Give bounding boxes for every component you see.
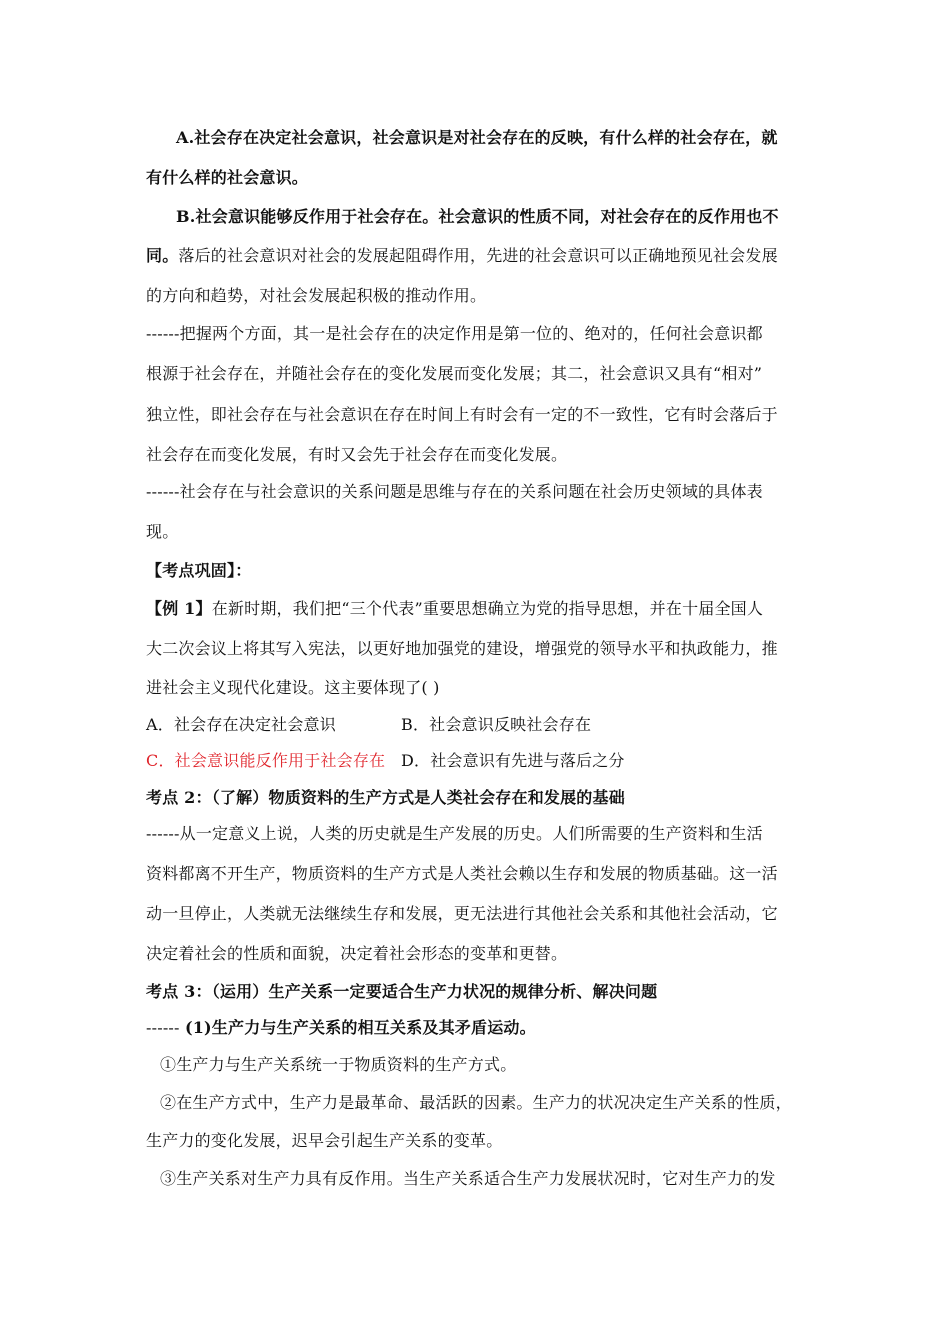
example1-line-1 <box>146 599 816 619</box>
option-c-answer: C．社会意识能反作用于社会存在 <box>146 751 386 770</box>
note1-line-3: 独立性，即社会存在与社会意识在存在时间上有时会有一定的不一致性，它有时会落后于 <box>146 405 778 424</box>
point3-item-3-line-1: ③生产关系对生产力具有反作用。当生产关系适合生产力发展状况时，它对生产力的发 <box>160 1169 776 1188</box>
options-row-1 <box>146 715 816 735</box>
option-b: B．社会意识反映社会存在 <box>401 715 592 734</box>
section-b-line-3: 的方向和趋势，对社会发展起积极的推动作用。 <box>146 286 487 305</box>
option-a: A．社会存在决定社会意识 <box>146 715 336 734</box>
options-row-2 <box>146 751 816 771</box>
note1-line-4: 社会存在而变化发展，有时又会先于社会存在而变化发展。 <box>146 445 568 464</box>
point2-line-3: 动一旦停止，人类就无法继续生存和发展，更无法进行其他社会关系和其他社会活动，它 <box>146 904 778 923</box>
example1-line-2: 大二次会议上将其写入宪法，以更好地加强党的建设，增强党的领导水平和执政能力，推 <box>146 639 778 658</box>
consolidation-heading: 【考点巩固】： <box>146 561 252 580</box>
point3-item-2-line-1: ②在生产方式中，生产力是最革命、最活跃的因素。生产力的状况决定生产关系的性质， <box>160 1093 792 1112</box>
point3-sub-dash: ------ <box>146 1018 180 1037</box>
note2-line-2: 现。 <box>146 522 179 541</box>
point3-subheading-line <box>146 1018 816 1038</box>
point2-heading: 考点 2：（了解）物质资料的生产方式是人类社会存在和发展的基础 <box>146 788 625 807</box>
note1-line-2: 根源于社会存在，并随社会存在的变化发展而变化发展；其二，社会意识又具有“相对” <box>146 364 763 383</box>
note1-line-1: ------把握两个方面，其一是社会存在的决定作用是第一位的、绝对的，任何社会意识都 <box>146 324 763 343</box>
example1-line-1-text: 在新时期，我们把“三个代表”重要思想确立为党的指导思想，并在十届全国人 <box>211 599 764 618</box>
point3-item-1: ①生产力与生产关系统一于物质资料的生产方式。 <box>160 1055 517 1074</box>
section-b-line-2-bold: 同。 <box>146 246 179 265</box>
section-b-line-1: B.社会意识能够反作用于社会存在。社会意识的性质不同，对社会存在的反作用也不 <box>176 207 779 226</box>
example1-tag: 【例 1】 <box>146 599 212 618</box>
point2-line-2: 资料都离不开生产，物质资料的生产方式是人类社会赖以生存和发展的物质基础。这一活 <box>146 864 778 883</box>
point2-line-1: ------从一定意义上说，人类的历史就是生产发展的历史。人们所需要的生产资料和生活 <box>146 824 763 843</box>
option-d: D．社会意识有先进与落后之分 <box>401 751 625 770</box>
point2-line-4: 决定着社会的性质和面貌，决定着社会形态的变革和更替。 <box>146 944 568 963</box>
section-a-line-1: A.社会存在决定社会意识，社会意识是对社会存在的反映，有什么样的社会存在，就 <box>176 128 778 147</box>
section-a-line-2: 有什么样的社会意识。 <box>146 168 309 187</box>
example1-line-3: 进社会主义现代化建设。这主要体现了( ) <box>146 678 440 697</box>
point3-item-2-line-2: 生产力的变化发展，迟早会引起生产关系的变革。 <box>146 1131 503 1150</box>
section-b-line-2 <box>146 246 816 266</box>
section-b-line-2-rest: 落后的社会意识对社会的发展起阻碍作用，先进的社会意识可以正确地预见社会发展 <box>178 246 778 265</box>
point3-subheading: (1)生产力与生产关系的相互关系及其矛盾运动。 <box>184 1018 536 1037</box>
note2-line-1: ------社会存在与社会意识的关系问题是思维与存在的关系问题在社会历史领域的具体表 <box>146 482 763 501</box>
point3-heading: 考点 3：（运用）生产关系一定要适合生产力状况的规律分析、解决问题 <box>146 982 658 1001</box>
